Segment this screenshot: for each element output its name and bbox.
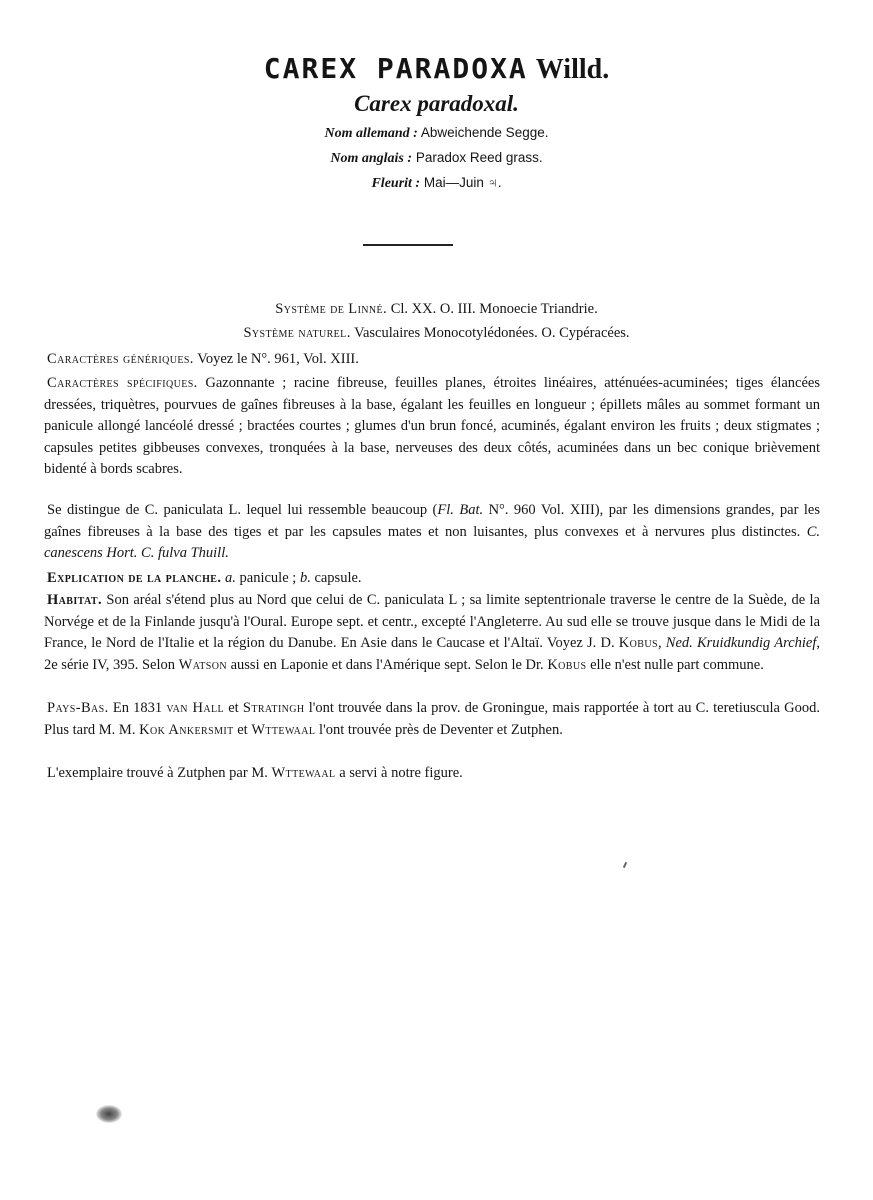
habitat-text-a: Son aréal s'étend plus au Nord que celui de C. paniculata L ; sa limite septentrionale traverse le centre de la Suède, de la Norvége et de la Finlande jusqu'à l'Oural. Europe sept. et centr., excepté l'Angleterre. Au sud elle se trouve jusque dans le Midi de la France, le Nord de l'Italie et la région du Danube. En Asie dans le Caucase et l'Altaï. Voyez J. D. xyxy=(44,592,820,651)
habitat-text-b: , 2e série IV, 395. Selon xyxy=(44,635,821,673)
german-name-line xyxy=(0,124,873,143)
habitat-text-c: aussi en Laponie et dans l'Amérique sept. Selon le Dr. xyxy=(226,656,548,673)
archive-reference: Ned. Kruidkundig Archief xyxy=(665,635,817,651)
flowering-line xyxy=(0,174,873,193)
author-stratingh: Stratingh xyxy=(242,700,305,716)
page-title xyxy=(0,52,873,87)
distinction-paragraph xyxy=(44,500,820,565)
page-subtitle: Carex paradoxal. xyxy=(354,91,519,116)
distinction-text-a: Se distingue de C. paniculata L. lequel lui ressemble beaucoup ( xyxy=(47,502,438,518)
section-divider xyxy=(363,244,453,246)
author-van-hall: van Hall xyxy=(166,700,225,716)
generic-characters-label: Caractères génériques. xyxy=(47,351,194,367)
plate-explanation-paragraph xyxy=(44,568,820,590)
author-watson: Watson xyxy=(178,656,227,673)
linnean-system-line xyxy=(0,300,873,319)
german-name: Abweichende Segge. xyxy=(420,125,549,140)
generic-characters-text: Voyez le N°. 961, Vol. XIII. xyxy=(197,351,359,367)
author-kobus: Kobus xyxy=(618,635,658,651)
netherlands-paragraph xyxy=(44,698,820,741)
author-wttewaal-2: Wttewaal xyxy=(271,765,336,781)
flowering-label: Fleurit : xyxy=(371,176,421,191)
specific-characters-label: Caractères spécifiques. xyxy=(47,375,198,391)
english-name-label: Nom anglais : xyxy=(330,151,413,166)
netherlands-label: Pays-Bas. xyxy=(47,700,109,716)
german-name-label: Nom allemand : xyxy=(324,126,418,141)
author-kobus-2: Kobus xyxy=(547,656,587,673)
author-kok-ankersmit: Kok Ankersmit xyxy=(139,721,234,738)
specimen-text-b: a servi à notre figure. xyxy=(335,765,463,781)
ink-smudge xyxy=(96,1105,122,1123)
netherlands-and-1: et xyxy=(224,700,243,716)
distinction-text-b: N°. 960 Vol. XIII), par les dimensions grandes, par les gaînes fibreuses à la base des tiges et par les capsules mates et non luisantes, plus convexes et à nervures plus distinctes. xyxy=(44,502,820,540)
netherlands-text-a: En 1831 xyxy=(108,700,167,716)
natural-system-line xyxy=(0,324,873,343)
plate-explanation-label: Explication de la planche. xyxy=(47,570,222,586)
linnean-system-text: Cl. XX. O. III. Monoecie Triandrie. xyxy=(390,301,598,317)
paper-speck xyxy=(623,862,627,868)
figure-a-text: panicule ; xyxy=(235,570,300,586)
habitat-label: Habitat. xyxy=(47,592,102,608)
natural-system-text: Vasculaires Monocotylédonées. O. Cypéracées. xyxy=(354,325,630,341)
flora-reference: Fl. Bat. xyxy=(437,502,484,518)
habitat-comma: , xyxy=(657,635,666,651)
figure-letter-a: a. xyxy=(225,570,236,586)
habitat-paragraph xyxy=(44,590,820,676)
species-name: CAREX PARADOXA xyxy=(263,52,528,85)
habitat-text-d: elle n'est nulle part commune. xyxy=(586,656,764,673)
figure-b-text: capsule. xyxy=(310,570,362,586)
author-wttewaal: Wttewaal xyxy=(251,721,316,738)
species-author: Willd. xyxy=(535,54,610,85)
generic-characters-paragraph xyxy=(44,349,820,371)
netherlands-and-2: et xyxy=(233,721,252,738)
english-name-line xyxy=(0,149,873,168)
flowering-period: Mai—Juin ♃. xyxy=(423,175,502,190)
specimen-text-a: L'exemplaire trouvé à Zutphen par M. xyxy=(47,765,272,781)
natural-system-label: Système naturel. xyxy=(243,325,351,341)
netherlands-text-c: l'ont trouvée près de Deventer et Zutphen. xyxy=(315,721,563,738)
specimen-paragraph xyxy=(44,763,820,785)
synonyms: C. canescens Hort. C. fulva Thuill. xyxy=(44,523,820,561)
specific-characters-text: Gazonnante ; racine fibreuse, feuilles planes, étroites linéaires, atténuées-acuminées; tiges élancées dressées, triquètres, pourvues de gaînes fibreuses à la base, égalant les feuilles en longueur ; épillets mâles au sommet formant un panicule allongé lancéolé dressé ; bractées courtes ; glumes d'un brun foncé, acuminés, égalant environ les fruits ; deux stigmates ; capsules petites gibbeuses convexes, tronquées à la base, nerveuses des deux côtés, acuminées dans un bec conique brièvement bidenté à bords scabres. xyxy=(44,375,820,477)
specific-characters-paragraph xyxy=(44,373,820,481)
english-name: Paradox Reed grass. xyxy=(415,150,543,165)
netherlands-text-b: l'ont trouvée dans la prov. de Groningue, mais rapportée à tort au C. teretiuscula Good. Plus tard M. M. xyxy=(44,700,820,738)
linnean-system-label: Système de Linné. xyxy=(275,301,388,317)
figure-letter-b: b. xyxy=(299,570,311,586)
